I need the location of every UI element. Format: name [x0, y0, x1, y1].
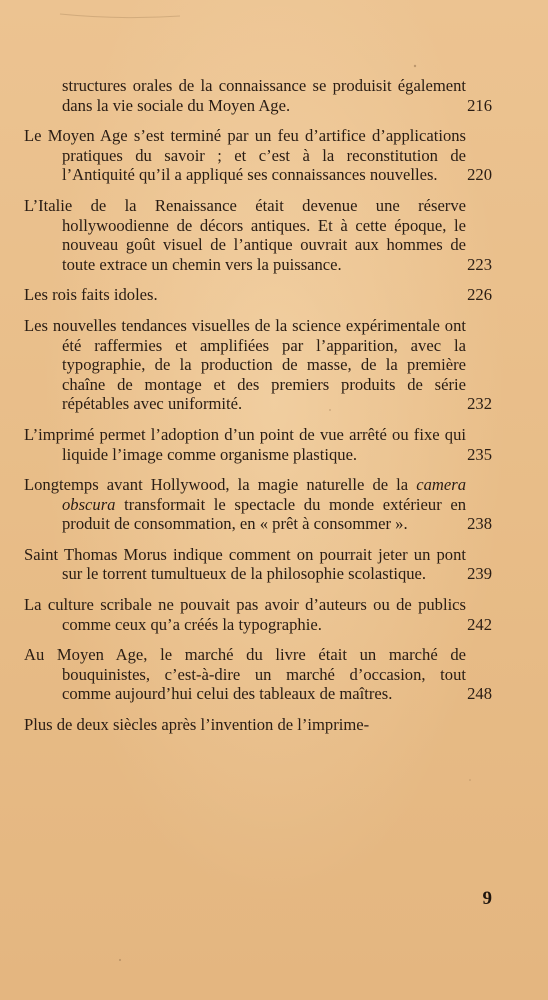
toc-page-number: 232: [467, 394, 492, 414]
toc-entry-text: Les nouvelles tendances visuelles de la science expérimentale ont été raffermies et amplifiées par l’apparition, avec la typographie, de la production de masse, de la première chaîne de montage et des premiers produits de série répétables avec uniformité.: [24, 315, 466, 414]
toc-page-number: 226: [467, 285, 492, 305]
toc-entry-text: Le Moyen Age s’est terminé par un feu d’artifice d’applications pratiques du savoir ; et c’est à la reconstitution de l’Antiquité qu’il a appliqué ses connaissances nouvelles.: [24, 126, 466, 185]
toc-entry: [24, 285, 492, 305]
toc-entry: [24, 645, 492, 704]
toc-entry: [24, 126, 492, 185]
table-of-contents: [24, 76, 492, 746]
toc-page-number: 235: [467, 444, 492, 464]
toc-entry: [24, 475, 492, 534]
toc-entry: [24, 545, 492, 584]
toc-entry: [24, 316, 492, 414]
toc-entry-text: L’imprimé permet l’adoption d’un point de vue arrêté ou fixe qui liquide l’image comme organisme plastique.: [24, 424, 466, 464]
toc-page-number: 238: [467, 514, 492, 534]
page-number: 9: [482, 888, 492, 909]
toc-entry-text: L’Italie de la Renaissance était devenue une réserve hollywoodienne de décors antiques. Et à cette époque, le nouveau goût visuel de l’antique ouvrait aux hommes de toute extrace un chemin vers la puissance.: [24, 195, 466, 274]
toc-entry-text-part: Longtemps avant Hollywood, la magie naturelle de la: [24, 475, 417, 495]
toc-page-number: 248: [467, 684, 492, 704]
toc-entry: [24, 425, 492, 464]
toc-entry-text: La culture scribale ne pouvait pas avoir d’auteurs ou de publics comme ceux qu’a créés la typographie.: [24, 595, 466, 634]
toc-entry-text: [24, 475, 466, 534]
toc-page-number: 223: [467, 254, 492, 274]
toc-page-number: 239: [467, 564, 492, 584]
toc-entry-text: Au Moyen Age, le marché du livre était un marché de bouquinistes, c’est-à-dire un marché d’occasion, tout comme aujourd’hui celui des tableaux de maîtres.: [24, 645, 466, 704]
toc-entry-text-italic: camera obscura: [62, 475, 466, 514]
toc-entry-text: Les rois faits idoles.: [24, 285, 158, 305]
toc-page-number: 242: [467, 614, 492, 634]
toc-entry-text: Plus de deux siècles après l’invention de l’imprime-: [24, 715, 370, 735]
toc-entry-text: structures orales de la connaissance se produisit également dans la vie sociale du Moyen Age.: [62, 76, 466, 115]
toc-entry-text-part: transformait le spectacle du monde extérieur en produit de consommation, en « prêt à consommer ».: [62, 494, 466, 534]
toc-entry: [24, 715, 492, 735]
toc-entry: [24, 76, 492, 115]
toc-page-number: 220: [467, 165, 492, 185]
toc-page-number: 216: [467, 95, 492, 115]
toc-entry: [24, 595, 492, 634]
toc-entry: [24, 196, 492, 274]
toc-entry-text: Saint Thomas Morus indique comment on pourrait jeter un pont sur le torrent tumultueux de la philosophie scolastique.: [24, 544, 466, 584]
